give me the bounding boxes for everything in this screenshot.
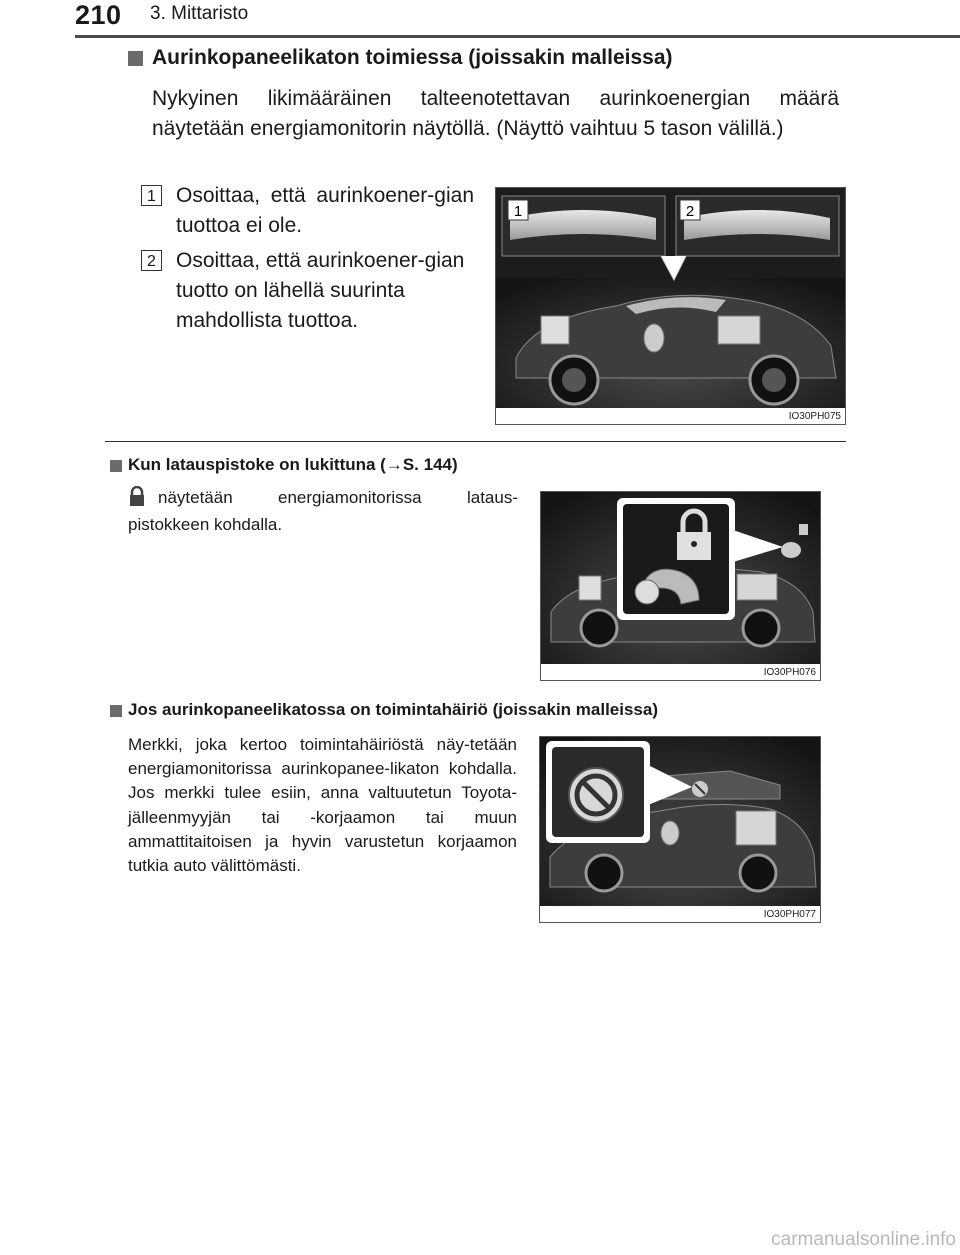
section1-paragraph: Nykyinen likimääräinen talteenotettavan aurinkoenergian määrä näytetään energiamonitorin näytöllä. (Näyttö vaihtuu 5 tason välillä.)	[152, 87, 839, 140]
rear-wheel-icon	[743, 610, 779, 646]
figure-solar-malfunction	[539, 736, 821, 923]
watermark[interactable]: carmanualsonline.info	[771, 1229, 956, 1250]
chapter-title: 3. Mittaristo	[150, 3, 249, 24]
item2-text: Osoittaa, että aurinkoener-gian tuotto on lähellä suurinta mahdollista tuottoa.	[176, 249, 465, 332]
square-bullet-icon	[110, 705, 122, 717]
figure-plug-locked	[540, 491, 821, 681]
engine-icon	[541, 316, 569, 344]
section3-heading	[110, 700, 658, 720]
header-rule	[75, 35, 960, 38]
battery-icon	[736, 811, 776, 845]
item1-number: 1	[141, 185, 162, 206]
section-divider	[105, 441, 846, 442]
figure3-label: IO30PH077	[763, 909, 816, 920]
motor-icon	[661, 821, 679, 845]
front-wheel-icon	[586, 855, 622, 891]
section2-heading-text: Kun latauspistoke on lukittuna (→S. 144)	[128, 455, 458, 474]
plug-locked-illustration	[541, 492, 820, 680]
rear-wheel-icon	[740, 855, 776, 891]
figure2-label: IO30PH076	[763, 667, 816, 678]
callout-1: 1	[513, 203, 523, 220]
small-lock-icon	[799, 524, 808, 535]
figure-solar-roof	[495, 187, 846, 425]
section2-heading	[110, 455, 458, 475]
callout-2: 2	[685, 203, 695, 220]
page-number: 210	[75, 0, 122, 30]
section3-heading-text: Jos aurinkopaneelikatossa on toimintahäiriö (joissakin malleissa)	[128, 700, 659, 719]
front-wheel-icon	[581, 610, 617, 646]
solar-malfunction-illustration	[540, 737, 820, 922]
square-bullet-icon	[110, 460, 122, 472]
item1-text: Osoittaa, että aurinkoener-gian tuottoa ei ole.	[176, 184, 474, 237]
figure1-label: IO30PH075	[788, 411, 841, 422]
solar-roof-illustration	[496, 188, 845, 424]
charge-port-icon	[781, 542, 801, 558]
section3-paragraph: Merkki, joka kertoo toimintahäiriöstä näy-tetään energiamonitorissa aurinkopanee-likaton kohdalla. Jos merkki tulee esiin, anna valtuutetun Toyota-jälleenmyyjän tai -korjaamon tai muun ammattitaitoisen ja hyvin varustetun korjaamon tutkia auto välittömästi.	[128, 735, 517, 876]
lock-icon	[128, 486, 158, 513]
motor-icon	[644, 324, 664, 352]
battery-icon	[737, 574, 777, 600]
section1-heading	[128, 46, 673, 70]
section1-heading-text: Aurinkopaneelikaton toimiessa (joissakin malleissa)	[152, 46, 673, 69]
item2-number: 2	[141, 250, 162, 271]
prohibition-icon	[569, 768, 623, 822]
square-bullet-icon	[128, 51, 143, 66]
small-prohibition-icon	[692, 781, 708, 797]
battery-icon	[718, 316, 760, 344]
section2-text: näytetään energiamonitorissa lataus-pistokkeen kohdalla.	[128, 488, 518, 534]
engine-icon	[579, 576, 601, 600]
section2-paragraph	[128, 486, 518, 537]
